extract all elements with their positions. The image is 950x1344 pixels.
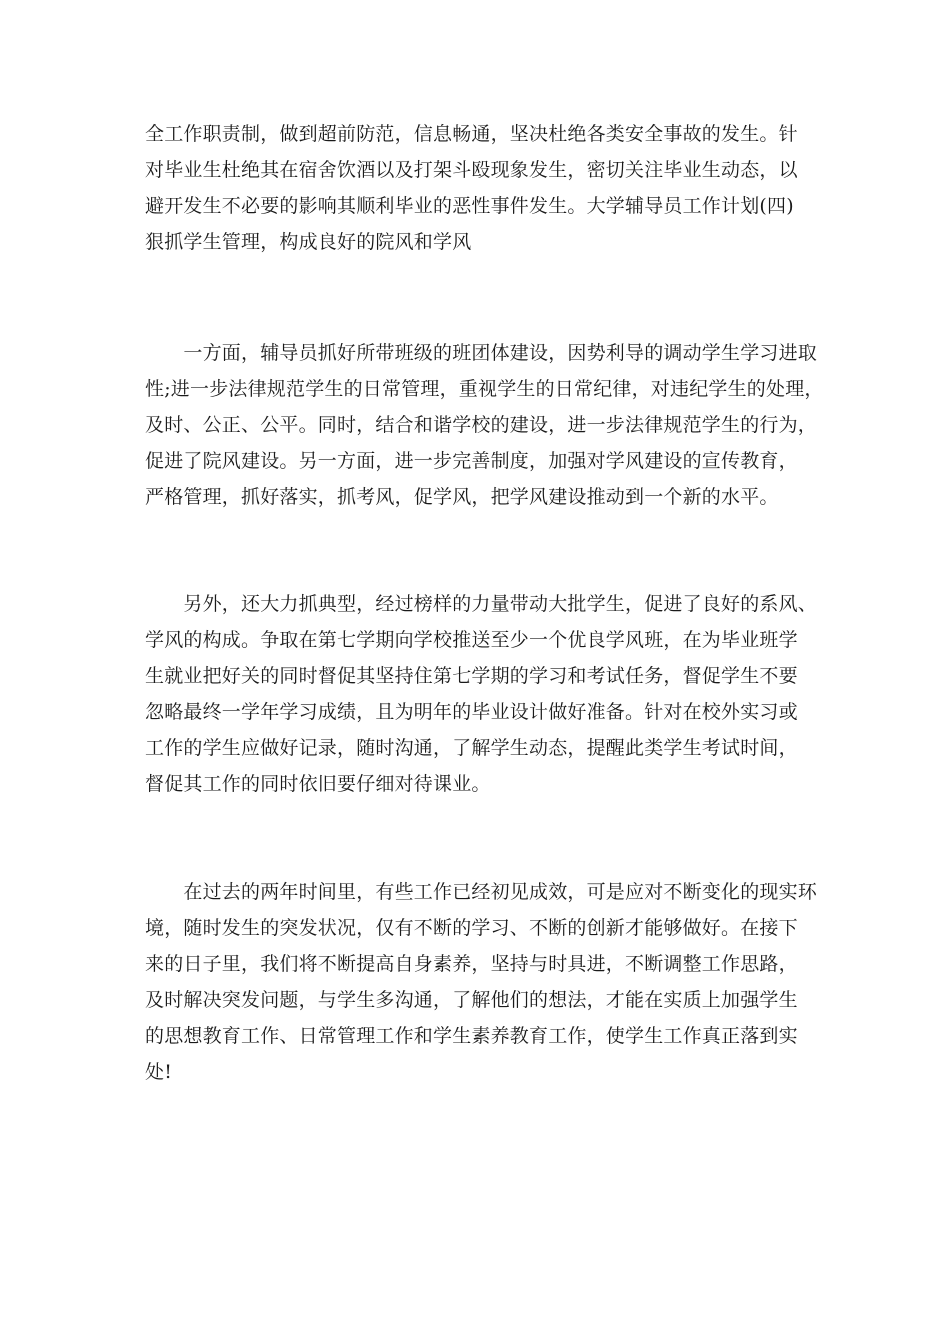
text-line: 的思想教育工作、日常管理工作和学生素养教育工作，使学生工作真正落到实 xyxy=(145,1025,798,1047)
paragraph-4 xyxy=(145,874,818,1090)
paragraph-2 xyxy=(145,335,824,515)
text-line: 狠抓学生管理，构成良好的院风和学风 xyxy=(145,231,472,253)
paragraph-3 xyxy=(145,586,818,802)
text-line: 对毕业生杜绝其在宿舍饮酒以及打架斗殴现象发生，密切关注毕业生动态，以 xyxy=(145,159,798,181)
text-line: 及时解决突发问题，与学生多沟通，了解他们的想法，才能在实质上加强学生 xyxy=(145,989,798,1011)
paragraph-1 xyxy=(145,116,815,260)
text-line: 避开发生不必要的影响其顺利毕业的恶性事件发生。大学辅导员工作计划(四) xyxy=(145,195,794,217)
text-line: 境，随时发生的突发状况，仅有不断的学习、不断的创新才能够做好。在接下 xyxy=(145,917,798,939)
text-line: 在过去的两年时间里，有些工作已经初见成效，可是应对不断变化的现实环 xyxy=(145,881,818,903)
text-line: 严格管理，抓好落实，抓考风，促学风，把学风建设推动到一个新的水平。 xyxy=(145,486,779,508)
text-line: 一方面，辅导员抓好所带班级的班团体建设，因势利导的调动学生学习进取 xyxy=(145,342,818,364)
text-line: 另外，还大力抓典型，经过榜样的力量带动大批学生，促进了良好的系风、 xyxy=(145,593,818,615)
text-line: 来的日子里，我们将不断提高自身素养，坚持与时具进，不断调整工作思路， xyxy=(145,953,798,975)
text-line: 学风的构成。争取在第七学期向学校推送至少一个优良学风班，在为毕业班学 xyxy=(145,629,798,651)
text-line: 性;进一步法律规范学生的日常管理，重视学生的日常纪律，对违纪学生的处理， xyxy=(145,378,824,400)
text-line: 忽略最终一学年学习成绩，且为明年的毕业设计做好准备。针对在校外实习或 xyxy=(145,701,798,723)
text-line: 工作的学生应做好记录，随时沟通，了解学生动态，提醒此类学生考试时间， xyxy=(145,737,798,759)
text-line: 督促其工作的同时依旧要仔细对待课业。 xyxy=(145,773,491,795)
text-line: 处! xyxy=(145,1061,173,1083)
text-line: 促进了院风建设。另一方面，进一步完善制度，加强对学风建设的宣传教育， xyxy=(145,450,798,472)
text-line: 及时、公正、公平。同时，结合和谐学校的建设，进一步法律规范学生的行为， xyxy=(145,414,818,436)
text-line: 生就业把好关的同时督促其坚持住第七学期的学习和考试任务，督促学生不要 xyxy=(145,665,798,687)
text-line: 全工作职责制，做到超前防范，信息畅通，坚决杜绝各类安全事故的发生。针 xyxy=(145,123,798,145)
